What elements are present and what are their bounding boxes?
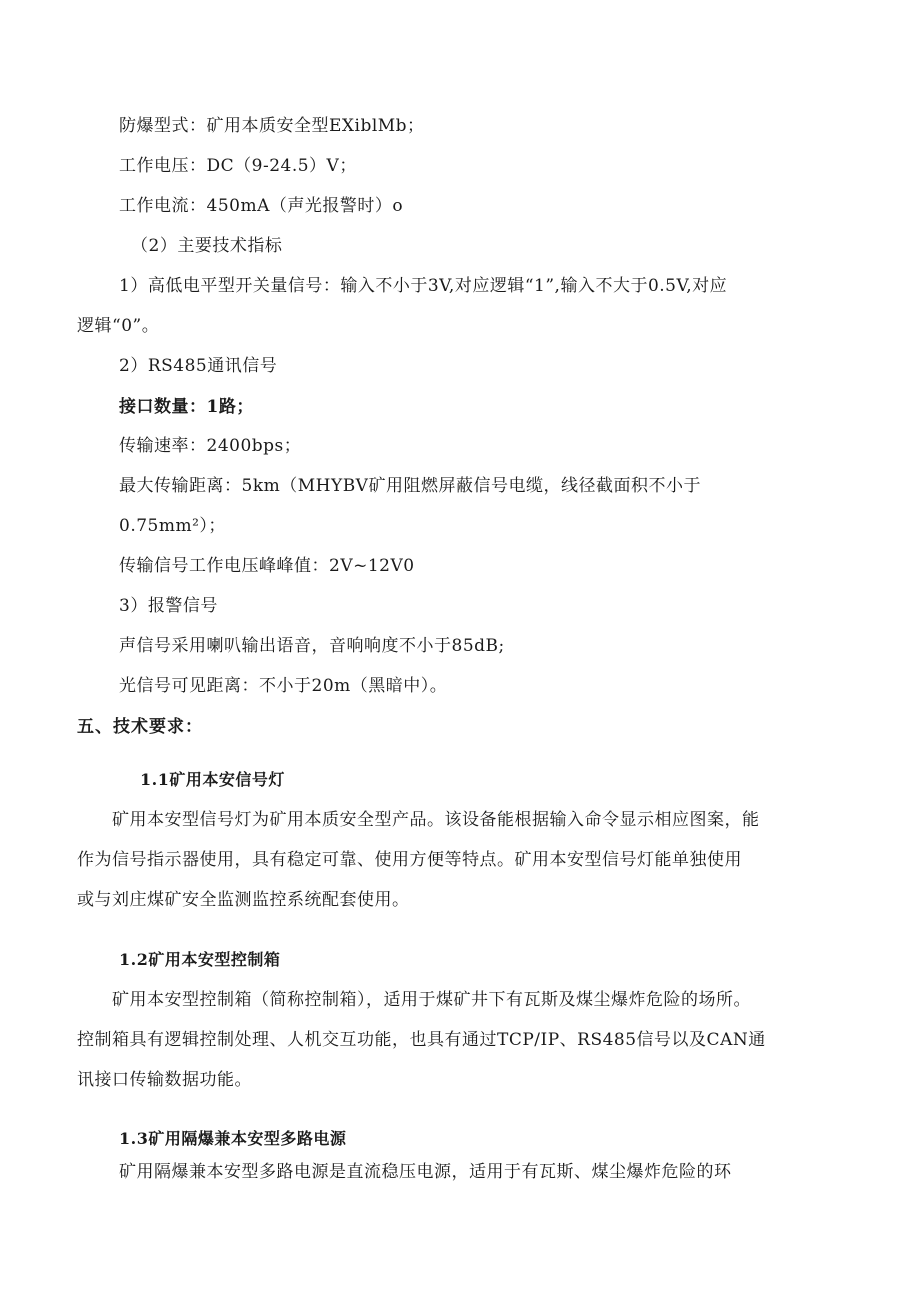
- section-1-2-para-line3: 讯接口传输数据功能。: [77, 1070, 252, 1090]
- spec-sound: 声信号采用喇叭输出语音，音响响度不小于85dB;: [119, 636, 505, 656]
- item3-alarm: 3）报警信号: [119, 596, 218, 616]
- section-1-3-title: 1.3矿用隔爆兼本安型多路电源: [119, 1129, 347, 1148]
- section-1-2-title: 1.2矿用本安型控制箱: [119, 950, 281, 969]
- section-1-1-para-line1: 矿用本安型信号灯为矿用本质安全型产品。该设备能根据输入命令显示相应图案，能: [112, 810, 760, 830]
- item2-rs485: 2）RS485通讯信号: [119, 356, 278, 376]
- spec-rate: 传输速率：2400bps；: [119, 436, 302, 456]
- spec-light: 光信号可见距离：不小于20m（黑暗中）。: [119, 676, 448, 696]
- spec-ports: 接口数量：1路；: [119, 397, 254, 417]
- section-1-2-para-line2: 控制箱具有逻辑控制处理、人机交互功能，也具有通过TCP/IP、RS485信号以及CAN通: [77, 1030, 766, 1050]
- subheading-main-indicators: （2）主要技术指标: [131, 236, 283, 256]
- section-1-3-para-line1: 矿用隔爆兼本安型多路电源是直流稳压电源，适用于有瓦斯、煤尘爆炸危险的环: [119, 1162, 732, 1182]
- section5-title: 五、技术要求：: [77, 717, 203, 737]
- section-1-1-title: 1.1矿用本安信号灯: [140, 770, 285, 789]
- spec-current: 工作电流：450mA（声光报警时）o: [119, 196, 404, 216]
- spec-distance-line1: 最大传输距离：5km（MHYBV矿用阻燃屏蔽信号电缆，线径截面积不小于: [119, 476, 701, 496]
- spec-distance-line2: 0.75mm²）；: [119, 516, 226, 536]
- spec-signal-voltage: 传输信号工作电压峰峰值：2V~12V0: [119, 556, 415, 576]
- item1-line2: 逻辑“0”。: [77, 316, 160, 336]
- section-1-1-para-line2: 作为信号指示器使用，具有稳定可靠、使用方便等特点。矿用本安型信号灯能单独使用: [77, 850, 742, 870]
- spec-explosion-type: 防爆型式：矿用本质安全型EXiblMb；: [119, 116, 425, 136]
- section-1-1-para-line3: 或与刘庄煤矿安全监测监控系统配套使用。: [77, 890, 410, 910]
- item1-line1: 1）高低电平型开关量信号：输入不小于3V,对应逻辑“1”,输入不大于0.5V,对应: [119, 276, 728, 296]
- section-1-2-para-line1: 矿用本安型控制箱（简称控制箱），适用于煤矿井下有瓦斯及煤尘爆炸危险的场所。: [112, 990, 751, 1010]
- spec-voltage: 工作电压：DC（9-24.5）V；: [119, 156, 357, 176]
